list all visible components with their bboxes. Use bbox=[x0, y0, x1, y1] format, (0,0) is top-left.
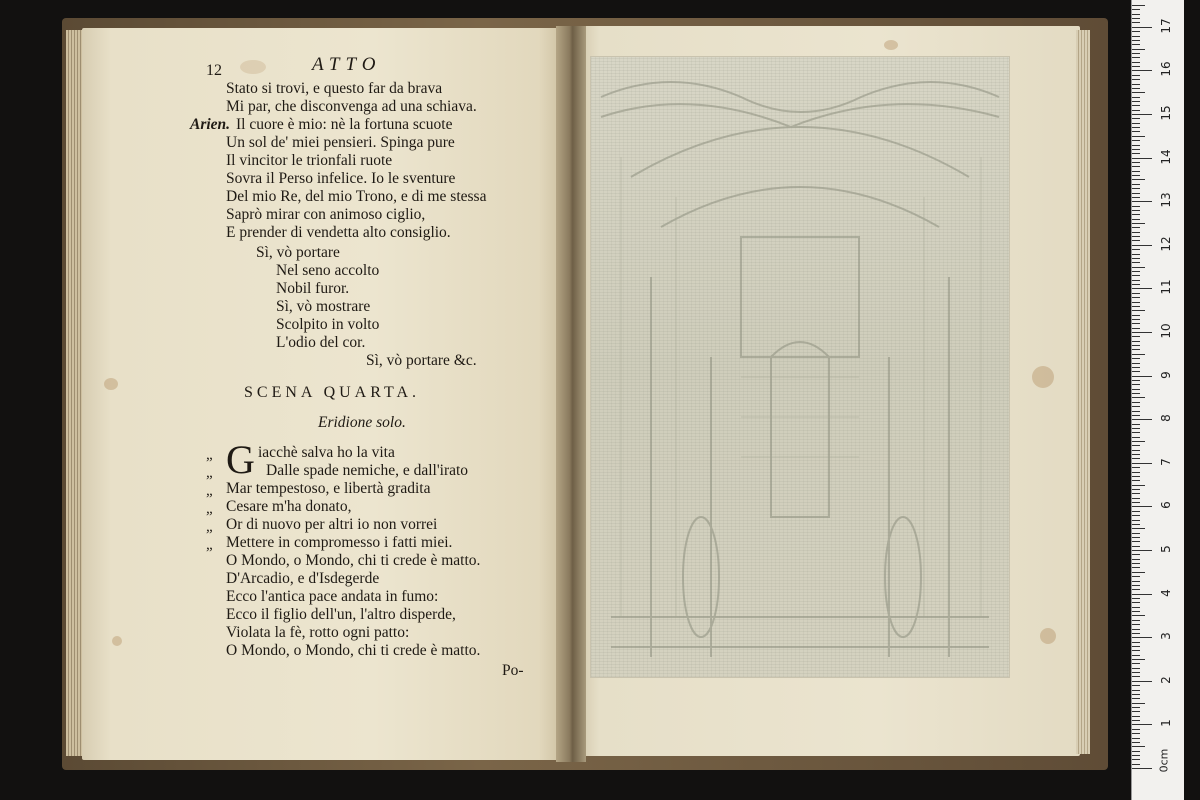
verse-line: D'Arcadio, e d'Isdegerde bbox=[226, 570, 380, 587]
ruler-tick bbox=[1132, 149, 1140, 150]
ruler-number: 1 bbox=[1159, 719, 1173, 728]
ruler-tick bbox=[1132, 210, 1140, 211]
quote-mark: „ bbox=[206, 501, 213, 517]
verse-line: Un sol de' miei pensieri. Spinga pure bbox=[226, 134, 455, 151]
ruler-tick bbox=[1132, 502, 1140, 503]
ruler-tick bbox=[1132, 650, 1140, 651]
ruler-tick bbox=[1132, 559, 1140, 560]
verse-line: Mettere in compromesso i fatti miei. bbox=[226, 534, 453, 551]
foxing-spot bbox=[112, 636, 122, 646]
ruler-tick bbox=[1132, 742, 1140, 743]
ruler-tick bbox=[1132, 254, 1140, 255]
ruler-tick bbox=[1132, 75, 1140, 76]
ruler-tick bbox=[1132, 240, 1140, 241]
ruler-tick bbox=[1132, 572, 1145, 573]
ruler-tick bbox=[1132, 751, 1140, 752]
right-page-edges bbox=[1076, 30, 1090, 754]
ruler-tick bbox=[1132, 145, 1140, 146]
ruler-tick bbox=[1132, 40, 1140, 41]
ruler-tick bbox=[1132, 53, 1140, 54]
ruler-tick bbox=[1132, 101, 1140, 102]
ruler-tick bbox=[1132, 328, 1140, 329]
ruler-tick bbox=[1132, 380, 1140, 381]
ruler-tick bbox=[1132, 738, 1140, 739]
ruler-tick bbox=[1132, 520, 1140, 521]
ruler-tick bbox=[1132, 537, 1140, 538]
ruler-tick bbox=[1132, 179, 1145, 180]
ruler-tick bbox=[1132, 411, 1140, 412]
aria-line: Nobil furor. bbox=[276, 280, 350, 297]
ruler-tick bbox=[1132, 707, 1140, 708]
ruler-tick bbox=[1132, 175, 1140, 176]
ruler-tick bbox=[1132, 703, 1145, 704]
ruler-tick bbox=[1132, 541, 1140, 542]
ruler-tick bbox=[1132, 31, 1140, 32]
ruler-tick bbox=[1132, 506, 1152, 507]
ruler-tick bbox=[1132, 424, 1140, 425]
ruler-tick bbox=[1132, 214, 1140, 215]
ruler-tick bbox=[1132, 332, 1152, 333]
ruler-tick bbox=[1132, 293, 1140, 294]
ruler-tick bbox=[1132, 323, 1140, 324]
ruler-tick bbox=[1132, 123, 1140, 124]
ruler-tick bbox=[1132, 716, 1140, 717]
ruler-tick bbox=[1132, 642, 1140, 643]
ruler-tick bbox=[1132, 18, 1140, 19]
page-number: 12 bbox=[206, 62, 222, 79]
verse-line: Or di nuovo per altri io non vorrei bbox=[226, 516, 438, 533]
ruler-tick bbox=[1132, 162, 1140, 163]
ruler-tick bbox=[1132, 441, 1145, 442]
ruler-number: 3 bbox=[1159, 632, 1173, 641]
character-heading: Eridione solo. bbox=[318, 414, 406, 431]
ruler-tick bbox=[1132, 598, 1140, 599]
ruler-tick bbox=[1132, 354, 1145, 355]
verse-line: Saprò mirar con animoso ciglio, bbox=[226, 206, 426, 223]
verse-line: Del mio Re, del mio Trono, e di me stessa bbox=[226, 188, 487, 205]
ruler-tick bbox=[1132, 720, 1140, 721]
ruler-tick bbox=[1132, 284, 1140, 285]
ruler-tick bbox=[1132, 676, 1140, 677]
verse-line: Sovra il Perso infelice. Io le sventure bbox=[226, 170, 456, 187]
ruler-tick bbox=[1132, 197, 1140, 198]
foxing-spot bbox=[884, 40, 898, 50]
ruler-tick bbox=[1132, 546, 1140, 547]
ruler-tick bbox=[1132, 733, 1140, 734]
ruler-tick bbox=[1132, 663, 1140, 664]
ruler-tick bbox=[1132, 511, 1140, 512]
ruler-tick bbox=[1132, 27, 1152, 28]
ruler-tick bbox=[1132, 389, 1140, 390]
ruler-tick bbox=[1132, 690, 1140, 691]
ruler-tick bbox=[1132, 694, 1140, 695]
ruler-tick bbox=[1132, 363, 1140, 364]
aria-line: L'odio del cor. bbox=[276, 334, 366, 351]
ruler-tick bbox=[1132, 232, 1140, 233]
ruler-tick bbox=[1132, 589, 1140, 590]
ruler-tick bbox=[1132, 153, 1140, 154]
ruler-tick bbox=[1132, 315, 1140, 316]
ruler-tick bbox=[1132, 227, 1140, 228]
ruler-tick bbox=[1132, 620, 1140, 621]
ruler-tick bbox=[1132, 428, 1140, 429]
ruler-number: 10 bbox=[1159, 323, 1173, 339]
ruler-tick bbox=[1132, 258, 1140, 259]
ruler-number: 9 bbox=[1159, 370, 1173, 379]
ruler-tick bbox=[1132, 9, 1140, 10]
ruler-tick bbox=[1132, 454, 1140, 455]
ruler-tick bbox=[1132, 302, 1140, 303]
ruler-tick bbox=[1132, 672, 1140, 673]
ruler-tick bbox=[1132, 445, 1140, 446]
ruler-tick bbox=[1132, 166, 1140, 167]
verse-line: Mar tempestoso, e libertà gradita bbox=[226, 480, 431, 497]
ruler-number: 7 bbox=[1159, 457, 1173, 466]
ruler-tick bbox=[1132, 70, 1152, 71]
ruler-number: 14 bbox=[1159, 148, 1173, 165]
foxing-spot bbox=[1040, 628, 1056, 644]
ruler-tick bbox=[1132, 206, 1140, 207]
ruler-tick bbox=[1132, 755, 1140, 756]
book-gutter bbox=[556, 26, 586, 762]
ruler-tick bbox=[1132, 624, 1140, 625]
ruler-tick bbox=[1132, 463, 1152, 464]
drop-cap: G bbox=[226, 437, 255, 482]
ruler-tick bbox=[1132, 319, 1140, 320]
ruler-tick bbox=[1132, 201, 1152, 202]
ruler-tick bbox=[1132, 554, 1140, 555]
ruler-tick bbox=[1132, 288, 1152, 289]
speaker-name: Arien. bbox=[190, 116, 231, 133]
ruler-number: 2 bbox=[1159, 675, 1173, 684]
ruler-tick bbox=[1132, 193, 1140, 194]
ruler-tick bbox=[1132, 219, 1140, 220]
ruler-tick bbox=[1132, 105, 1140, 106]
ruler-tick bbox=[1132, 66, 1140, 67]
ruler-tick bbox=[1132, 498, 1140, 499]
ruler-tick bbox=[1132, 184, 1140, 185]
aria-line: Sì, vò portare bbox=[256, 244, 340, 261]
ruler-tick bbox=[1132, 358, 1140, 359]
ruler-tick bbox=[1132, 236, 1140, 237]
ruler-tick bbox=[1132, 371, 1140, 372]
ruler-tick bbox=[1132, 171, 1140, 172]
ruler-tick bbox=[1132, 88, 1140, 89]
ruler-tick bbox=[1132, 415, 1140, 416]
ruler-tick bbox=[1132, 576, 1140, 577]
ruler-tick bbox=[1132, 57, 1140, 58]
quote-mark: „ bbox=[206, 483, 213, 499]
scene-title: SCENA QUARTA. bbox=[244, 384, 420, 401]
ruler-tick bbox=[1132, 493, 1140, 494]
ruler-tick bbox=[1132, 476, 1140, 477]
ruler-tick bbox=[1132, 729, 1140, 730]
ruler-tick bbox=[1132, 5, 1145, 6]
ruler-tick bbox=[1132, 118, 1140, 119]
ruler-tick bbox=[1132, 711, 1140, 712]
ruler-tick bbox=[1132, 437, 1140, 438]
ruler-number: 11 bbox=[1159, 279, 1173, 296]
ruler-tick bbox=[1132, 681, 1152, 682]
foxing-spot bbox=[240, 60, 266, 74]
ruler-tick bbox=[1132, 515, 1140, 516]
ruler-tick bbox=[1132, 245, 1152, 246]
ruler-tick bbox=[1132, 297, 1140, 298]
ruler-tick bbox=[1132, 406, 1140, 407]
verse-line: Violata la fè, rotto ogni patto: bbox=[226, 624, 410, 641]
verse-line: Dalle spade nemiche, e dall'irato bbox=[266, 462, 469, 479]
ruler-tick bbox=[1132, 49, 1145, 50]
ruler-tick bbox=[1132, 114, 1152, 115]
ruler-tick bbox=[1132, 92, 1145, 93]
ruler-tick bbox=[1132, 275, 1140, 276]
verse-line: Il cuore è mio: nè la fortuna scuote bbox=[236, 116, 453, 133]
aria-line: Sì, vò mostrare bbox=[276, 298, 371, 315]
verse-line: Ecco il figlio dell'un, l'altro disperde, bbox=[226, 606, 456, 623]
ruler-tick bbox=[1132, 84, 1140, 85]
quote-mark: „ bbox=[206, 447, 213, 463]
aria-line: Nel seno accolto bbox=[276, 262, 380, 279]
ruler-tick bbox=[1132, 480, 1140, 481]
ruler-tick bbox=[1132, 384, 1140, 385]
ruler-tick bbox=[1132, 581, 1140, 582]
ruler-number: 17 bbox=[1159, 18, 1173, 34]
ruler-tick bbox=[1132, 188, 1140, 189]
measuring-ruler bbox=[1131, 0, 1184, 800]
ruler-tick bbox=[1132, 110, 1140, 111]
verse-line: O Mondo, o Mondo, chi ti crede è matto. bbox=[226, 552, 481, 569]
ruler-tick bbox=[1132, 594, 1152, 595]
ruler-tick bbox=[1132, 685, 1140, 686]
ruler-number: 15 bbox=[1159, 105, 1173, 121]
ruler-tick bbox=[1132, 615, 1145, 616]
ruler-tick bbox=[1132, 136, 1145, 137]
ruler-tick bbox=[1132, 432, 1140, 433]
ruler-tick bbox=[1132, 563, 1140, 564]
quote-mark: „ bbox=[206, 519, 213, 535]
ruler-tick bbox=[1132, 450, 1140, 451]
ruler-tick bbox=[1132, 655, 1140, 656]
ruler-tick bbox=[1132, 764, 1140, 765]
ruler-tick bbox=[1132, 127, 1140, 128]
ruler-tick bbox=[1132, 724, 1152, 725]
ruler-tick bbox=[1132, 349, 1140, 350]
engraving-plate bbox=[590, 56, 1010, 678]
ruler-tick bbox=[1132, 306, 1140, 307]
ruler-number: 4 bbox=[1159, 588, 1173, 597]
ruler-tick bbox=[1132, 158, 1152, 159]
quote-mark: „ bbox=[206, 465, 213, 481]
ruler-tick bbox=[1132, 746, 1145, 747]
ruler-tick bbox=[1132, 393, 1140, 394]
ruler-tick bbox=[1132, 611, 1140, 612]
quote-mark: „ bbox=[206, 537, 213, 553]
verse-line: O Mondo, o Mondo, chi ti crede è matto. bbox=[226, 642, 481, 659]
ruler-tick bbox=[1132, 607, 1140, 608]
ruler-tick bbox=[1132, 768, 1152, 769]
foxing-spot bbox=[104, 378, 118, 390]
ruler-unit-label: 0cm bbox=[1157, 748, 1171, 773]
ruler-tick bbox=[1132, 489, 1140, 490]
ruler-tick bbox=[1132, 97, 1140, 98]
ruler-tick bbox=[1132, 131, 1140, 132]
ruler-number: 6 bbox=[1159, 501, 1173, 510]
ruler-tick bbox=[1132, 524, 1140, 525]
ruler-tick bbox=[1132, 602, 1140, 603]
verse-line: Il vincitor le trionfali ruote bbox=[226, 152, 393, 169]
ruler-tick bbox=[1132, 79, 1140, 80]
ruler-tick bbox=[1132, 22, 1140, 23]
ruler-number: 13 bbox=[1159, 192, 1173, 208]
ruler-tick bbox=[1132, 376, 1152, 377]
ruler-tick bbox=[1132, 223, 1145, 224]
foxing-spot bbox=[1032, 366, 1054, 388]
ruler-tick bbox=[1132, 567, 1140, 568]
ruler-tick bbox=[1132, 458, 1140, 459]
ruler-tick bbox=[1132, 367, 1140, 368]
ruler-tick bbox=[1132, 646, 1140, 647]
verse-line: E prender di vendetta alto consiglio. bbox=[226, 224, 451, 241]
ruler-number: 8 bbox=[1159, 414, 1173, 423]
ruler-tick bbox=[1132, 345, 1140, 346]
ruler-tick bbox=[1132, 533, 1140, 534]
ruler-tick bbox=[1132, 336, 1140, 337]
ruler-tick bbox=[1132, 280, 1140, 281]
ruler-tick bbox=[1132, 36, 1140, 37]
ruler-tick bbox=[1132, 698, 1140, 699]
ruler-tick bbox=[1132, 249, 1140, 250]
ruler-tick bbox=[1132, 267, 1145, 268]
ruler-tick bbox=[1132, 550, 1152, 551]
ruler-tick bbox=[1132, 44, 1140, 45]
ruler-tick bbox=[1132, 467, 1140, 468]
ruler-tick bbox=[1132, 419, 1152, 420]
aria-repeat-line: Sì, vò portare &c. bbox=[366, 352, 477, 369]
aria-line: Scolpito in volto bbox=[276, 316, 380, 333]
ruler-number: 16 bbox=[1159, 61, 1173, 78]
ruler-tick bbox=[1132, 140, 1140, 141]
ruler-tick bbox=[1132, 629, 1140, 630]
verse-line: Mi par, che disconvenga ad una schiava. bbox=[226, 98, 477, 115]
ruler-tick bbox=[1132, 14, 1140, 15]
ruler-tick bbox=[1132, 759, 1140, 760]
ruler-tick bbox=[1132, 528, 1145, 529]
verse-line: Cesare m'ha donato, bbox=[226, 498, 352, 515]
ruler-number: 5 bbox=[1159, 545, 1173, 553]
ruler-tick bbox=[1132, 637, 1152, 638]
verse-line: Stato si trovi, e questo far da brava bbox=[226, 80, 443, 97]
ruler-tick bbox=[1132, 310, 1145, 311]
running-head: ATTO bbox=[312, 54, 382, 75]
ruler-tick bbox=[1132, 62, 1140, 63]
verse-line: Ecco l'antica pace andata in fumo: bbox=[226, 588, 439, 605]
ruler-tick bbox=[1132, 485, 1145, 486]
verse-line: iacchè salva ho la vita bbox=[258, 444, 395, 461]
ruler-tick bbox=[1132, 397, 1145, 398]
engraving-drawing bbox=[591, 57, 1009, 677]
ruler-tick bbox=[1132, 585, 1140, 586]
catchword: Po- bbox=[502, 662, 524, 679]
ruler-number: 12 bbox=[1159, 236, 1173, 252]
ruler-tick bbox=[1132, 271, 1140, 272]
ruler-tick bbox=[1132, 659, 1145, 660]
ruler-tick bbox=[1132, 472, 1140, 473]
ruler-tick bbox=[1132, 341, 1140, 342]
ruler-tick bbox=[1132, 262, 1140, 263]
ruler-tick bbox=[1132, 633, 1140, 634]
ruler-tick bbox=[1132, 402, 1140, 403]
ruler-tick bbox=[1132, 668, 1140, 669]
